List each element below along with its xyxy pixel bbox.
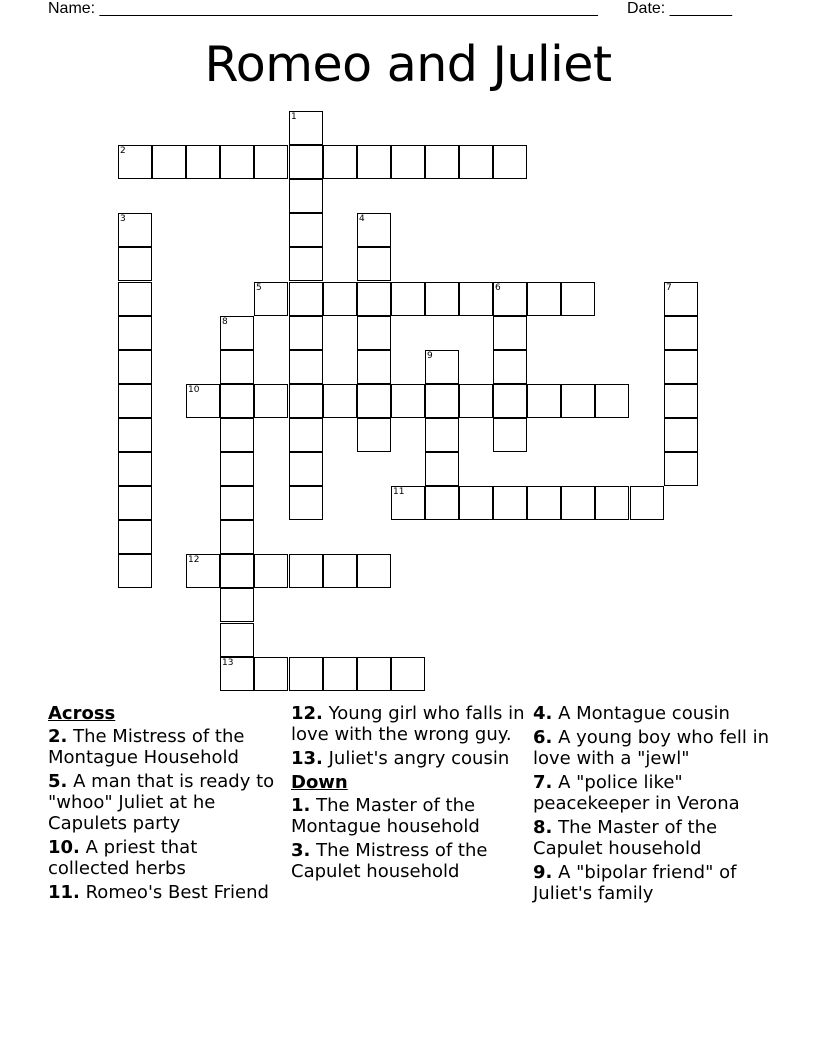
grid-cell[interactable]: [493, 145, 527, 179]
grid-cell[interactable]: [425, 145, 459, 179]
grid-cell[interactable]: [391, 282, 425, 316]
grid-cell[interactable]: [220, 486, 254, 520]
clue-number-label: 4: [359, 214, 365, 224]
grid-cell[interactable]: [220, 657, 254, 691]
clue-text: A "police like" peacekeeper in Verona: [533, 772, 740, 814]
grid-cell[interactable]: [289, 486, 323, 520]
clue-number: 4.: [533, 703, 553, 724]
grid-cell[interactable]: [289, 179, 323, 213]
grid-cell[interactable]: [254, 554, 288, 588]
grid-cell[interactable]: [561, 384, 595, 418]
clue-number-label: 10: [188, 385, 200, 395]
grid-cell[interactable]: [118, 350, 152, 384]
grid-cell[interactable]: [391, 657, 425, 691]
grid-cell[interactable]: [357, 554, 391, 588]
grid-cell[interactable]: [118, 554, 152, 588]
clue-across-10: [48, 837, 280, 879]
grid-cell[interactable]: [425, 282, 459, 316]
clue-number: 2.: [48, 726, 68, 747]
grid-cell[interactable]: [118, 520, 152, 554]
clue-text: A man that is ready to "whoo" Juliet at he Capulets party: [48, 771, 275, 834]
grid-cell[interactable]: [664, 316, 698, 350]
grid-cell[interactable]: [323, 282, 357, 316]
clue-text: The Master of the Montague household: [291, 795, 480, 837]
grid-cell[interactable]: [527, 486, 561, 520]
grid-cell[interactable]: [186, 384, 220, 418]
clue-number-label: 6: [495, 283, 501, 293]
grid-cell[interactable]: [459, 145, 493, 179]
clue-number: 3.: [291, 840, 311, 861]
grid-cell[interactable]: [289, 213, 323, 247]
grid-cell[interactable]: [323, 145, 357, 179]
clue-text: The Mistress of the Montague Household: [48, 726, 245, 768]
grid-cell[interactable]: [493, 384, 527, 418]
clue-number: 1.: [291, 795, 311, 816]
clue-number-label: 13: [222, 658, 234, 668]
clue-number: 5.: [48, 771, 68, 792]
clue-text: Young girl who falls in love with the wrong guy.: [291, 703, 525, 745]
grid-cell[interactable]: [220, 554, 254, 588]
grid-cell[interactable]: [289, 350, 323, 384]
clue-down-4: [533, 703, 773, 724]
clue-number-label: 3: [120, 214, 126, 224]
grid-cell[interactable]: [357, 316, 391, 350]
clue-text: The Master of the Capulet household: [533, 817, 718, 859]
clue-down-1: [291, 795, 527, 837]
grid-cell[interactable]: [459, 384, 493, 418]
clue-number-label: 8: [222, 317, 228, 327]
grid-cell[interactable]: [425, 418, 459, 452]
grid-cell[interactable]: [664, 418, 698, 452]
grid-cell[interactable]: [118, 384, 152, 418]
clue-number: 10.: [48, 837, 80, 858]
grid-cell[interactable]: [118, 145, 152, 179]
clue-text: A Montague cousin: [552, 703, 730, 724]
grid-cell[interactable]: [220, 418, 254, 452]
clue-down-3: [291, 840, 527, 882]
grid-cell[interactable]: [425, 350, 459, 384]
date-field: Date: _______: [627, 0, 732, 17]
grid-cell[interactable]: [289, 554, 323, 588]
clue-number-label: 9: [427, 351, 433, 361]
clue-number-label: 11: [393, 487, 405, 497]
grid-cell[interactable]: [289, 384, 323, 418]
grid-cell[interactable]: [357, 350, 391, 384]
grid-cell[interactable]: [561, 486, 595, 520]
grid-cell[interactable]: [391, 145, 425, 179]
clue-number-label: 12: [188, 555, 200, 565]
clue-number: 12.: [291, 703, 323, 724]
grid-cell[interactable]: [493, 418, 527, 452]
grid-cell[interactable]: [289, 418, 323, 452]
down-heading: Down: [291, 772, 348, 793]
grid-cell[interactable]: [323, 384, 357, 418]
clue-text: The Mistress of the Capulet household: [291, 840, 488, 882]
grid-cell[interactable]: [118, 486, 152, 520]
grid-cell[interactable]: [323, 554, 357, 588]
puzzle-title: Romeo and Juliet: [204, 36, 612, 93]
grid-cell[interactable]: [357, 247, 391, 281]
grid-cell[interactable]: [664, 350, 698, 384]
grid-cell[interactable]: [425, 486, 459, 520]
clue-number-label: 5: [256, 283, 262, 293]
grid-cell[interactable]: [152, 145, 186, 179]
clue-column-2: [291, 703, 527, 885]
grid-cell[interactable]: [595, 486, 629, 520]
clue-down-8: [533, 817, 773, 859]
grid-cell[interactable]: [527, 384, 561, 418]
clue-number: 7.: [533, 772, 553, 793]
grid-cell[interactable]: [289, 247, 323, 281]
grid-cell[interactable]: [493, 486, 527, 520]
grid-cell[interactable]: [186, 145, 220, 179]
clue-number: 13.: [291, 748, 323, 769]
clue-column-1: [48, 703, 280, 906]
clue-down-7: [533, 772, 773, 814]
clue-across-12: [291, 703, 527, 745]
grid-cell[interactable]: [357, 384, 391, 418]
clue-across-13: [291, 748, 527, 769]
grid-cell[interactable]: [118, 418, 152, 452]
clue-across-11: [48, 882, 280, 903]
grid-cell[interactable]: [357, 418, 391, 452]
grid-cell[interactable]: [323, 657, 357, 691]
grid-cell[interactable]: [186, 554, 220, 588]
grid-cell[interactable]: [220, 452, 254, 486]
grid-cell[interactable]: [118, 247, 152, 281]
grid-cell[interactable]: [289, 282, 323, 316]
grid-cell[interactable]: [220, 623, 254, 657]
grid-cell[interactable]: [289, 111, 323, 145]
clue-text: Romeo's Best Friend: [79, 882, 269, 903]
grid-cell[interactable]: [220, 316, 254, 350]
grid-cell[interactable]: [220, 145, 254, 179]
grid-cell[interactable]: [391, 384, 425, 418]
clue-number: 11.: [48, 882, 80, 903]
grid-cell[interactable]: [527, 282, 561, 316]
across-heading: Across: [48, 703, 116, 724]
grid-cell[interactable]: [118, 452, 152, 486]
clue-down-9: [533, 862, 773, 904]
clue-text: A young boy who fell in love with a "jewl": [533, 727, 769, 769]
grid-cell[interactable]: [289, 657, 323, 691]
grid-cell[interactable]: [357, 282, 391, 316]
grid-cell[interactable]: [664, 452, 698, 486]
grid-cell[interactable]: [459, 282, 493, 316]
grid-cell[interactable]: [220, 588, 254, 622]
clue-text: A priest that collected herbs: [48, 837, 198, 879]
grid-cell[interactable]: [630, 486, 664, 520]
name-field: Name: ________________________________________________________: [48, 0, 598, 17]
grid-cell[interactable]: [220, 350, 254, 384]
grid-cell[interactable]: [425, 452, 459, 486]
clue-number-label: 7: [666, 283, 672, 293]
clue-number-label: 2: [120, 146, 126, 156]
grid-cell[interactable]: [289, 145, 323, 179]
grid-cell[interactable]: [664, 282, 698, 316]
grid-cell[interactable]: [391, 486, 425, 520]
grid-cell[interactable]: [254, 384, 288, 418]
clue-column-3: [533, 703, 773, 907]
clue-down-6: [533, 727, 773, 769]
clue-number-label: 1: [291, 112, 297, 122]
clue-text: Juliet's angry cousin: [322, 748, 510, 769]
grid-cell[interactable]: [254, 657, 288, 691]
grid-cell[interactable]: [118, 213, 152, 247]
grid-cell[interactable]: [595, 384, 629, 418]
grid-cell[interactable]: [118, 282, 152, 316]
grid-cell[interactable]: [561, 282, 595, 316]
grid-cell[interactable]: [118, 316, 152, 350]
clue-across-5: [48, 771, 280, 834]
grid-cell[interactable]: [289, 452, 323, 486]
grid-cell[interactable]: [493, 316, 527, 350]
grid-cell[interactable]: [459, 486, 493, 520]
grid-cell[interactable]: [220, 384, 254, 418]
grid-cell[interactable]: [493, 282, 527, 316]
grid-cell[interactable]: [254, 282, 288, 316]
grid-cell[interactable]: [220, 520, 254, 554]
clue-number: 9.: [533, 862, 553, 883]
grid-cell[interactable]: [493, 350, 527, 384]
grid-cell[interactable]: [289, 316, 323, 350]
grid-cell[interactable]: [357, 213, 391, 247]
grid-cell[interactable]: [357, 657, 391, 691]
clue-text: A "bipolar friend" of Juliet's family: [533, 862, 737, 904]
clue-number: 8.: [533, 817, 553, 838]
grid-cell[interactable]: [254, 145, 288, 179]
grid-cell[interactable]: [425, 384, 459, 418]
grid-cell[interactable]: [357, 145, 391, 179]
grid-cell[interactable]: [664, 384, 698, 418]
clue-across-2: [48, 726, 280, 768]
clue-number: 6.: [533, 727, 553, 748]
